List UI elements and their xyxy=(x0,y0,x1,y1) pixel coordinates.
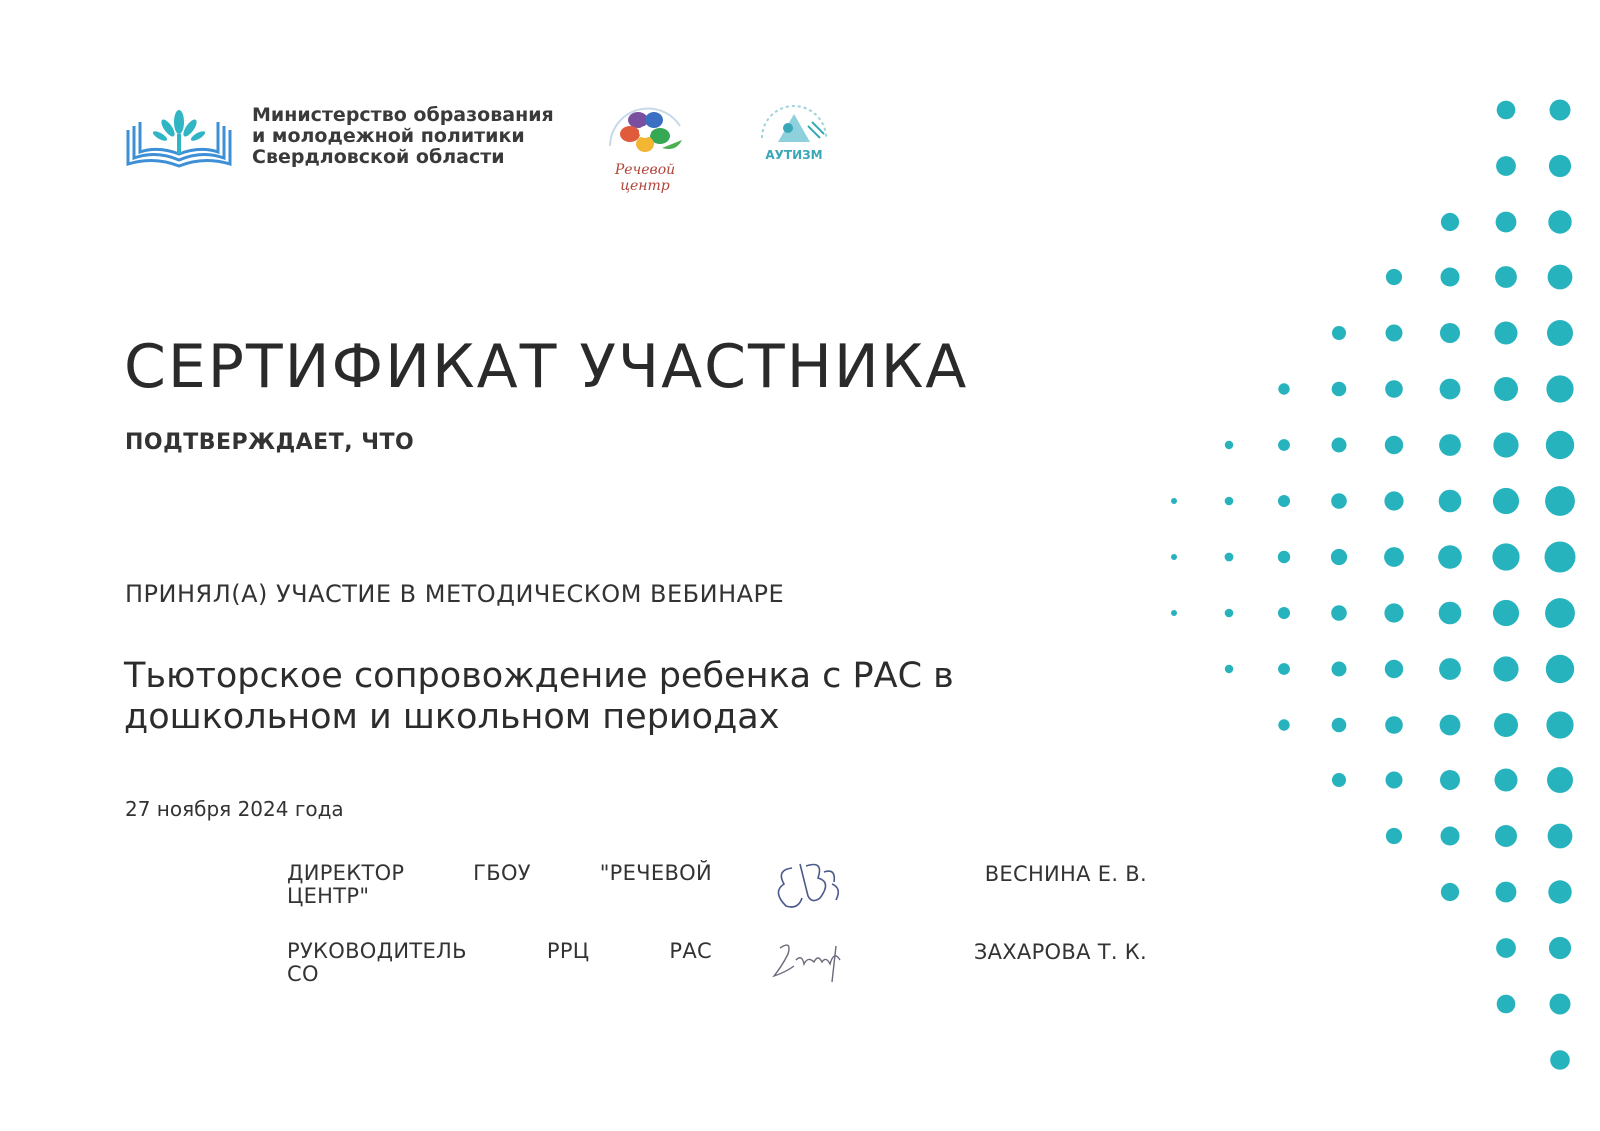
decor-dot xyxy=(1439,658,1461,680)
decor-dot xyxy=(1546,655,1574,683)
autism-logo xyxy=(748,98,840,174)
decor-dot xyxy=(1496,882,1517,903)
ministry-logo xyxy=(124,100,554,172)
event-date: 27 ноября 2024 года xyxy=(125,797,344,821)
decor-dot xyxy=(1332,326,1346,340)
decor-dot xyxy=(1278,607,1290,619)
decor-dot xyxy=(1440,379,1461,400)
signatory-position xyxy=(287,940,712,986)
decor-dot xyxy=(1548,210,1571,233)
decor-dot xyxy=(1439,434,1461,456)
decor-dot xyxy=(1493,656,1518,681)
autism-caption: АУТИЗМ xyxy=(765,148,823,162)
decor-dot xyxy=(1545,598,1575,628)
decor-dot xyxy=(1545,486,1575,516)
decor-dot xyxy=(1332,718,1347,733)
decor-dot xyxy=(1385,716,1403,734)
decor-dot xyxy=(1278,719,1289,730)
decor-dot xyxy=(1331,605,1347,621)
decor-dot xyxy=(1385,660,1403,678)
decor-dot xyxy=(1386,269,1402,285)
decor-dot xyxy=(1547,320,1573,346)
flower-icon xyxy=(590,96,700,166)
decor-dot xyxy=(1386,772,1403,789)
decor-dot xyxy=(1225,665,1233,673)
signature-image xyxy=(762,926,872,996)
webinar-title-line: дошкольном и школьном периодах xyxy=(124,697,780,737)
decor-dot xyxy=(1550,994,1571,1015)
confirms-text: ПОДТВЕРЖДАЕТ, ЧТО xyxy=(125,430,415,455)
decor-dot xyxy=(1438,545,1462,569)
decor-dot xyxy=(1550,100,1571,121)
decor-dot xyxy=(1492,543,1519,570)
decor-dot xyxy=(1497,995,1516,1014)
decor-dot xyxy=(1278,663,1290,675)
signatory-row xyxy=(287,940,1147,1010)
decor-dot xyxy=(1332,382,1347,397)
decor-dot xyxy=(1439,490,1462,513)
decor-dot xyxy=(1278,383,1289,394)
decor-dot xyxy=(1440,715,1461,736)
ministry-name xyxy=(252,105,554,168)
decor-dot xyxy=(1332,773,1346,787)
speech-center-logo xyxy=(590,96,700,194)
decor-dot xyxy=(1493,600,1519,626)
decor-dot xyxy=(1225,553,1234,562)
decor-dot xyxy=(1496,212,1517,233)
decor-dot xyxy=(1225,609,1234,618)
decor-dot xyxy=(1386,325,1403,342)
ministry-name-line: Министерство образования xyxy=(252,103,554,126)
signatory-position-line: РУКОВОДИТЕЛЬ РРЦ РАС xyxy=(287,939,712,963)
decor-dot xyxy=(1441,827,1460,846)
signatory-position-line: СО xyxy=(287,962,319,986)
decor-dot xyxy=(1441,883,1459,901)
decor-dot xyxy=(1493,488,1519,514)
decor-dot xyxy=(1496,156,1516,176)
open-book-tree-icon xyxy=(124,100,234,172)
autism-emblem-icon xyxy=(748,98,840,154)
decor-dot xyxy=(1495,769,1518,792)
decor-dot xyxy=(1385,436,1403,454)
decor-dot xyxy=(1225,441,1233,449)
signatory-row xyxy=(287,862,1147,932)
dots-decoration xyxy=(1150,90,1600,1090)
decor-dot xyxy=(1495,825,1517,847)
decor-dot xyxy=(1331,493,1347,509)
decor-dot xyxy=(1546,375,1573,402)
decor-dot xyxy=(1171,554,1177,560)
decor-dot xyxy=(1441,213,1459,231)
decor-dot xyxy=(1495,322,1518,345)
webinar-title xyxy=(124,656,1124,738)
decor-dot xyxy=(1441,268,1460,287)
decor-dot xyxy=(1332,438,1347,453)
decor-dot xyxy=(1332,662,1347,677)
decor-dot xyxy=(1549,155,1571,177)
decor-dot xyxy=(1171,610,1177,616)
decor-dot xyxy=(1546,431,1574,459)
speech-center-caption: Речевой центр xyxy=(614,162,676,194)
signatory-position xyxy=(287,862,712,908)
decor-dot xyxy=(1225,497,1234,506)
decor-dot xyxy=(1546,711,1573,738)
decor-dot xyxy=(1547,767,1573,793)
decor-dot xyxy=(1440,770,1460,790)
signatory-position-line: ЦЕНТР" xyxy=(287,884,370,908)
decor-dot xyxy=(1550,1050,1570,1070)
decor-dot xyxy=(1384,491,1403,510)
decor-dot xyxy=(1493,432,1518,457)
decor-dot xyxy=(1384,603,1403,622)
decor-dot xyxy=(1439,602,1462,625)
signatory-position-line: ДИРЕКТОР ГБОУ "РЕЧЕВОЙ xyxy=(287,861,712,885)
signatory-name: ВЕСНИНА Е. В. xyxy=(984,862,1147,886)
participation-text: ПРИНЯЛ(А) УЧАСТИЕ В МЕТОДИЧЕСКОМ ВЕБИНАРЕ xyxy=(125,580,785,608)
decor-dot xyxy=(1171,498,1177,504)
decor-dot xyxy=(1278,495,1290,507)
webinar-title-line: Тьюторское сопровождение ребенка с РАС в xyxy=(124,656,954,696)
certificate-title: СЕРТИФИКАТ УЧАСТНИКА xyxy=(124,332,969,402)
decor-dot xyxy=(1385,380,1403,398)
decor-dot xyxy=(1278,439,1290,451)
ministry-name-line: и молодежной политики xyxy=(252,124,525,147)
ministry-name-line: Свердловской области xyxy=(252,145,505,168)
decor-dot xyxy=(1549,937,1571,959)
decor-dot xyxy=(1494,713,1518,737)
decor-dot xyxy=(1496,938,1516,958)
decor-dot xyxy=(1440,323,1460,343)
decor-dot xyxy=(1497,101,1516,120)
decor-dot xyxy=(1278,551,1290,563)
decor-dot xyxy=(1386,828,1402,844)
decor-dot xyxy=(1545,542,1576,573)
decor-dot xyxy=(1548,824,1573,849)
decor-dot xyxy=(1495,266,1517,288)
signature-image xyxy=(762,848,872,918)
decor-dot xyxy=(1494,377,1518,401)
decor-dot xyxy=(1331,549,1347,565)
decor-dot xyxy=(1548,265,1573,290)
signatory-name: ЗАХАРОВА Т. К. xyxy=(973,940,1147,964)
decor-dot xyxy=(1384,547,1404,567)
decor-dot xyxy=(1548,880,1571,903)
